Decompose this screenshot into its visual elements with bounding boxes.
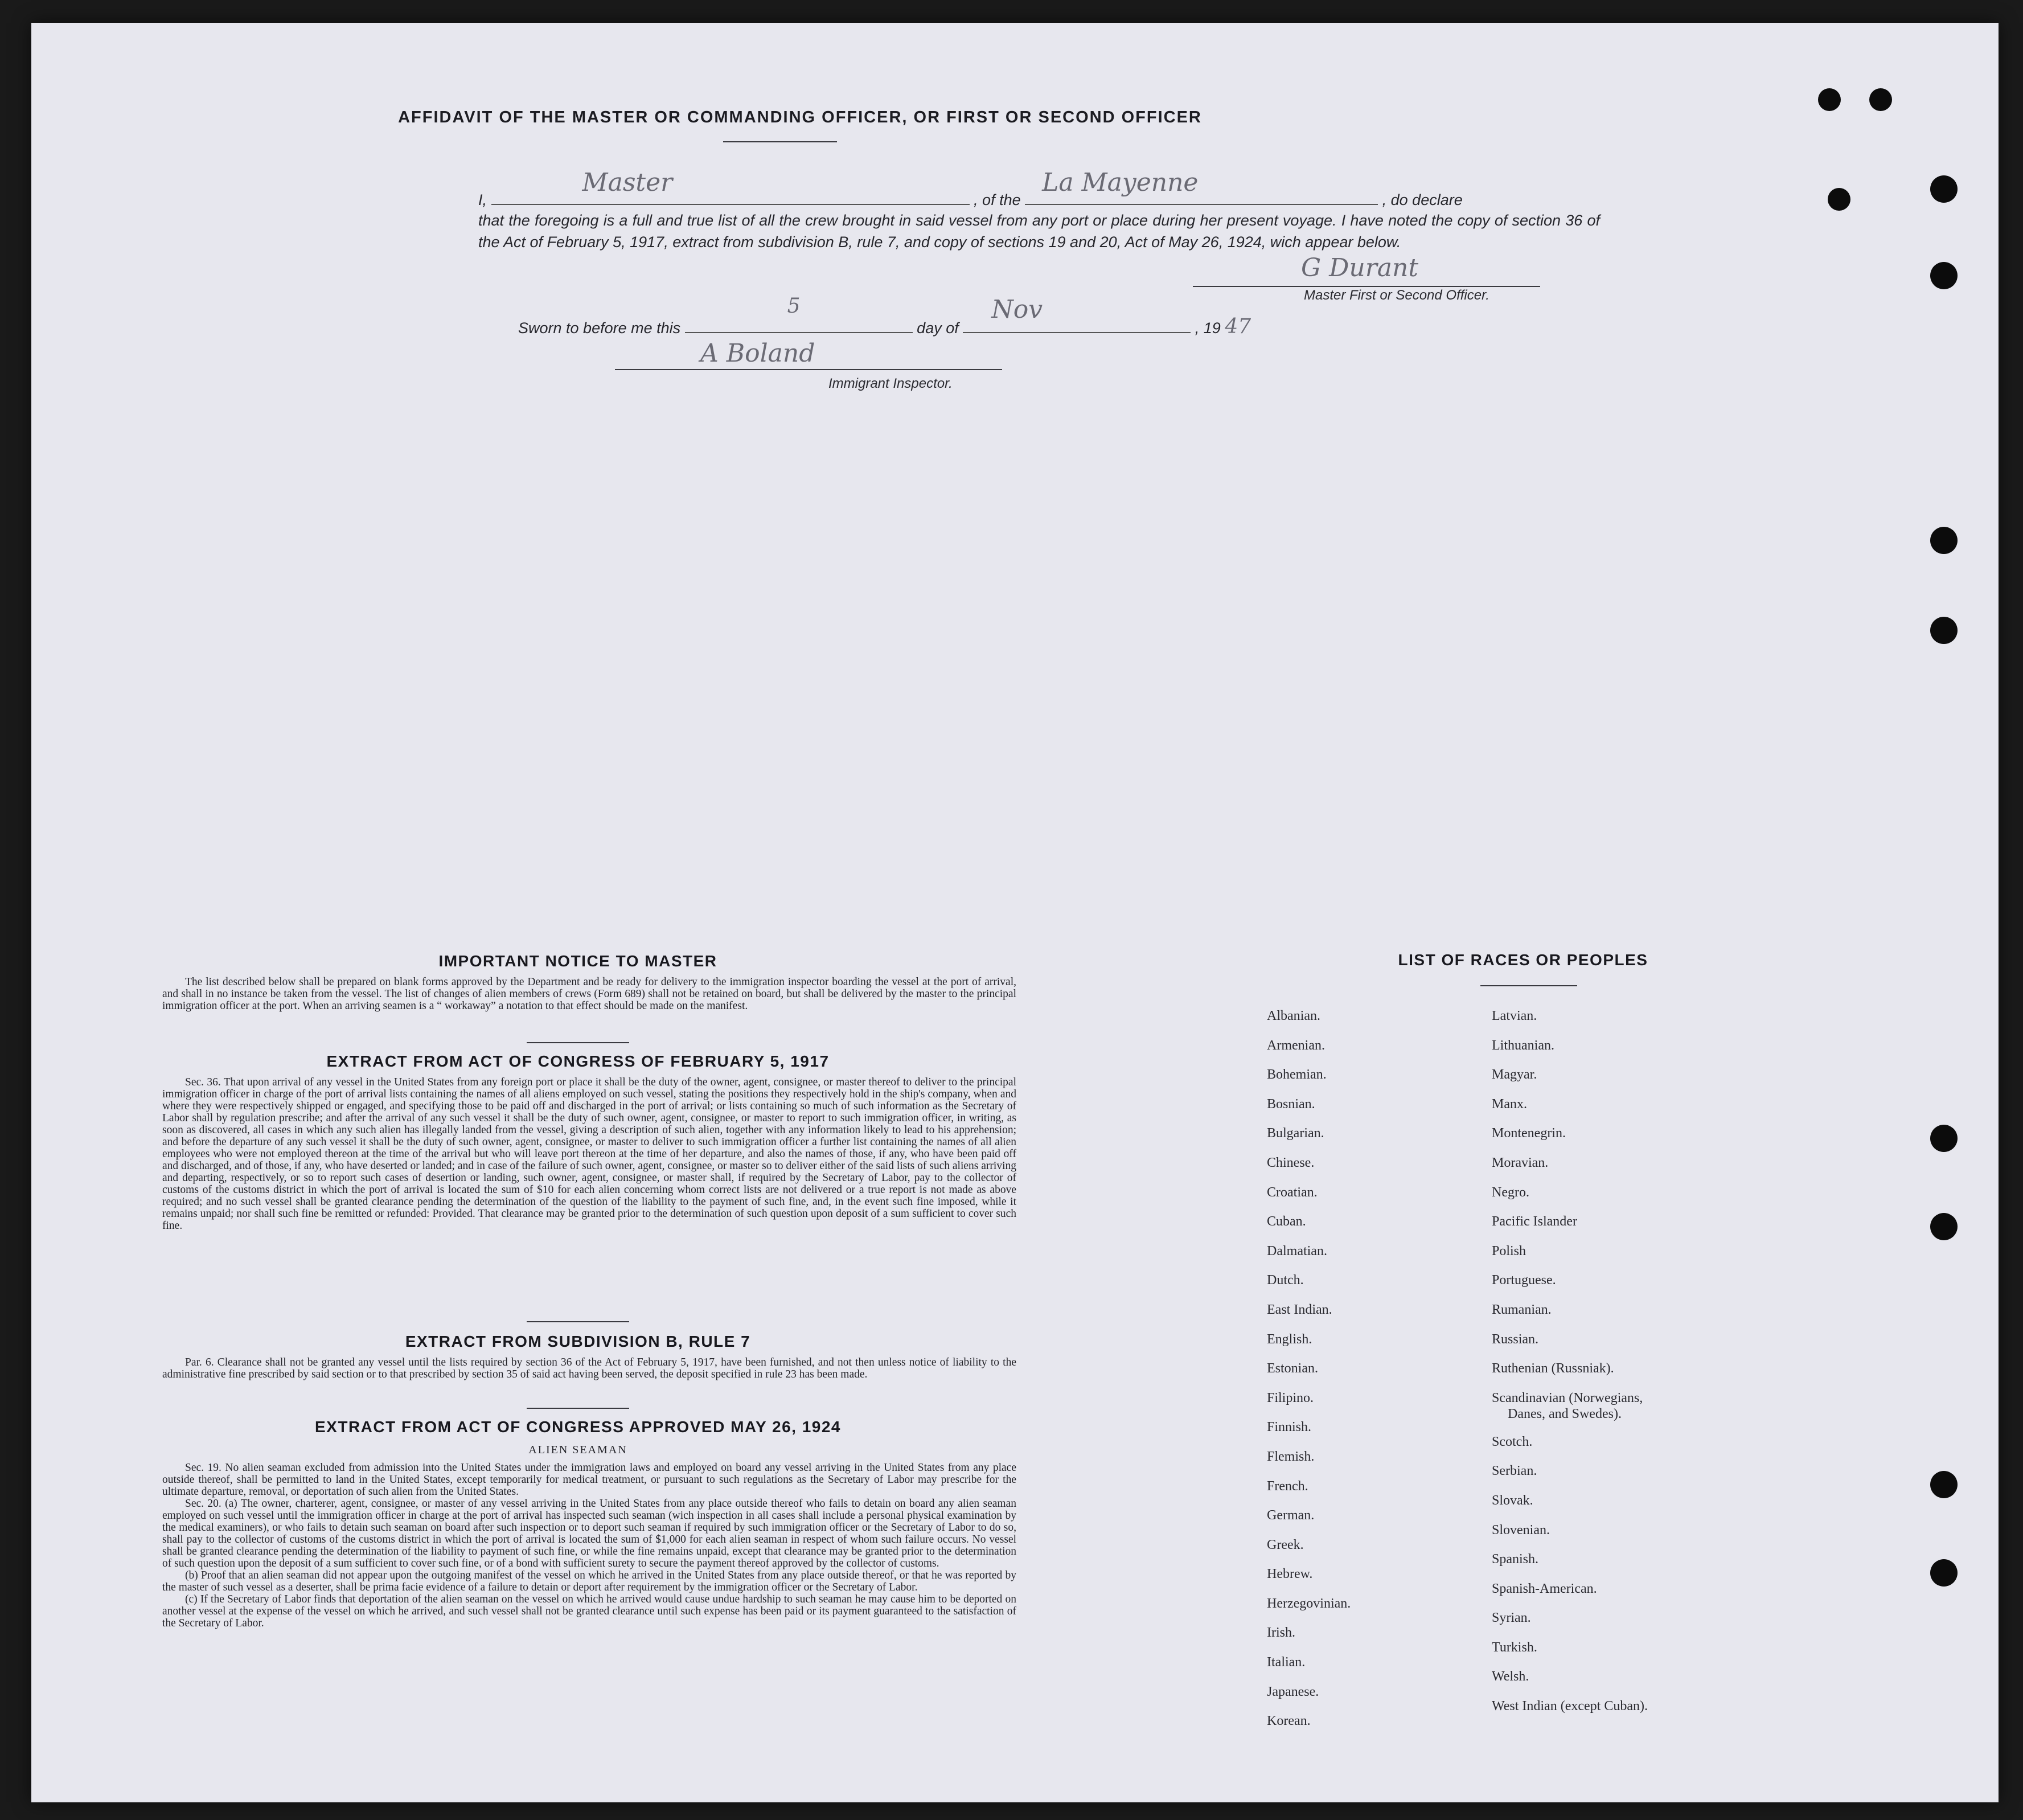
punch-hole <box>1930 175 1958 203</box>
race-item: Dalmatian. <box>1267 1243 1327 1259</box>
race-item: Spanish-American. <box>1492 1581 1597 1596</box>
vessel-handwriting: La Mayenne <box>1042 168 1199 197</box>
notice-text <box>162 976 1016 1012</box>
race-item: Croatian. <box>1267 1184 1318 1200</box>
race-item: Slovenian. <box>1492 1522 1550 1538</box>
race-item: Magyar. <box>1492 1067 1537 1083</box>
race-item: Cuban. <box>1267 1214 1306 1229</box>
year-handwriting: 47 <box>1225 315 1251 338</box>
races-right-column <box>1492 1008 1648 1728</box>
race-item: Latvian. <box>1492 1009 1537 1023</box>
race-item: Russian. <box>1492 1331 1539 1347</box>
race-item: Irish. <box>1267 1625 1295 1641</box>
punch-hole <box>1930 1213 1958 1240</box>
race-item: Polish <box>1492 1243 1527 1259</box>
race-item: Bosnian. <box>1267 1096 1315 1112</box>
month-handwriting: Nov <box>991 295 1043 324</box>
race-item: Italian. <box>1267 1655 1306 1670</box>
notice-paragraph: The list described below shall be prepared on blank forms approved by the Department and be ready for delivery to the immigration inspector boarding the vessel at the port of arrival, and shall in no instance be taken from the vessel. The list of changes of alien members of crews (Form 689) shall not be retained on board, but shall be delivered by the master to the principal immigration officer at the port. When an arriving seamen is a “ workaway” a notation to that effect should be made on the manifest. <box>162 976 1016 1012</box>
race-item: Bulgarian. <box>1267 1126 1324 1141</box>
extract-1917-divider <box>527 1321 629 1322</box>
master-handwriting: Master <box>582 168 673 197</box>
sworn-label: Sworn to before me this <box>518 319 681 337</box>
title-divider <box>723 141 837 142</box>
notice-divider <box>527 1042 629 1043</box>
extract-1917-title: EXTRACT FROM ACT OF CONGRESS OF FEBRUARY 5, 1917 <box>326 1052 830 1070</box>
do-declare-label: , do declare <box>1382 191 1463 208</box>
race-item: Herzegovinian. <box>1267 1596 1351 1611</box>
race-item: Spanish. <box>1492 1552 1539 1567</box>
inspector-label: Immigrant Inspector. <box>828 376 953 391</box>
race-item: Pacific Islander <box>1492 1214 1577 1229</box>
inspector-signature-line <box>615 369 1002 370</box>
vessel-blank <box>1025 168 1378 205</box>
section-20b-paragraph: (b) Proof that an alien seaman did not appear upon the outgoing manifest of the vessel on which he arrived in the United States from any place outside thereof, or that he was reported by the master of such vessel as a deserter, shall be prima facie evidence of a failure to detain or deport after requirement by the immigration officer or the Secretary of Labor. <box>162 1569 1016 1593</box>
race-item: Korean. <box>1267 1714 1311 1729</box>
race-item: German. <box>1267 1508 1315 1523</box>
inspector-signature: A Boland <box>700 339 815 368</box>
officer-signature: G Durant <box>1301 253 1419 282</box>
month-blank <box>963 295 1191 333</box>
race-item: Greek. <box>1267 1537 1304 1552</box>
declaration-text: that the foregoing is a full and true list of all the crew brought in said vessel from any port or place during her present voyage. I have noted the copy of section 36 of the Act of February 5, 1917, extract from subdivision B, rule 7, and copy of sections 19 and 20, Act of May 26, 1924, wich appear below. <box>478 212 1600 251</box>
race-item: Dutch. <box>1267 1273 1304 1288</box>
alien-seaman-subtitle: ALIEN SEAMAN <box>528 1444 627 1456</box>
punch-hole <box>1930 1125 1958 1152</box>
race-item: Welsh. <box>1492 1669 1529 1684</box>
extract-1924-title: EXTRACT FROM ACT OF CONGRESS APPROVED MAY 26, 1924 <box>315 1418 841 1436</box>
affidavit-title: AFFIDAVIT OF THE MASTER OR COMMANDING OFFICER, OR FIRST OR SECOND OFFICER <box>398 108 1202 126</box>
race-item: Chinese. <box>1267 1155 1315 1170</box>
day-of-label: day of <box>917 319 959 337</box>
punch-hole <box>1930 1471 1958 1498</box>
race-item: West Indian (except Cuban). <box>1492 1699 1648 1714</box>
races-left-column <box>1267 1008 1351 1743</box>
race-item: Syrian. <box>1492 1610 1531 1626</box>
race-item: Manx. <box>1492 1096 1527 1112</box>
punch-hole <box>1930 1559 1958 1587</box>
day-handwriting: 5 <box>787 294 801 318</box>
year-label: , 19 <box>1195 319 1221 337</box>
race-item: Rumanian. <box>1492 1302 1552 1317</box>
race-item: Japanese. <box>1267 1684 1319 1699</box>
par-6-paragraph: Par. 6. Clearance shall not be granted any vessel until the lists required by section 36 of the Act of February 5, 1917, have been furnished, and not then unless notice of liability to the administrative fine prescribed by said section or to that prescribed by section 35 of said act having been served, the deposit specified in rule 23 has been made. <box>162 1356 1016 1380</box>
section-36-paragraph: Sec. 36. That upon arrival of any vessel in the United States from any foreign port or place it shall be the duty of the owner, agent, consignee, or master thereof to deliver to the principal immigration officer in charge of the port of arrival lists containing the names of all aliens employed on such vessel, stating the positions they respectively hold in the ship's company, when and where they were respectively shipped or engaged, and specifying those to be paid off and discharged in the port of arrival; or lists containing so much of such information as the Secretary of Labor shall by regulation prescribe; and after the arrival of any such vessel it shall be the duty of such owner, agent, consignee, or master to report to such immigration officer, in writing, as soon as discovered, all cases in which any such alien has illegally landed from the vessel, giving a description of such alien, together with any information likely to lead to his apprehension; and before the departure of any such vessel it shall be the duty of such owner, agent, consignee, or master to deliver to such immigration officer a further list containing the names of all alien employees who were not employed thereon at the time of the arrival but who will leave port thereon at the time of her departure, and also the names of those, if any, who have been paid off and discharged, and of those, if any, who have deserted or landed; and in case of the failure of such owner, agent, consignee, or master so to deliver either of the said lists of such aliens arriving and departing, respectively, or so to report such cases of desertion or landing, such owner, agent, consignee, or master shall, if required by the Secretary of Labor, pay to the collector of customs of the customs district in which the port of arrival is located the sum of $10 for each alien concerning whom correct lists are not delivered or a true report is not made as above required; and no such vessel shall be granted clearance pending the determination of the question of the liability to the payment of such fine, and, in the event such fine imposed, while it remains unpaid; nor shall such fine be remitted or refunded: Provided. That clearance may be granted prior to the determination of such question upon deposit of a sum sufficient to cover such fine. <box>162 1076 1016 1232</box>
race-item: Turkish. <box>1492 1639 1537 1655</box>
race-item: Scotch. <box>1492 1434 1533 1449</box>
rule-7-text <box>162 1356 1016 1380</box>
race-item: Finnish. <box>1267 1420 1312 1435</box>
punch-hole <box>1818 88 1841 111</box>
i-label: I, <box>478 191 487 208</box>
punch-hole <box>1930 527 1958 554</box>
punch-hole <box>1869 88 1892 111</box>
extract-1924-text <box>162 1462 1016 1629</box>
race-item: Filipino. <box>1267 1390 1314 1405</box>
punch-hole <box>1930 262 1958 289</box>
section-20c-paragraph: (c) If the Secretary of Labor finds that deportation of the alien seaman on the vessel on which he arrived would cause undue hardship to such seaman he may cause him to be deported on another vessel at the expense of the vessel on which he arrived, and such vessel shall not be granted clearance until such expense has been paid or its payment guaranteed to the satisfaction of the Secretary of Labor. <box>162 1593 1016 1629</box>
officer-label: Master First or Second Officer. <box>1304 288 1489 303</box>
races-divider <box>1480 985 1577 986</box>
race-item: Bohemian. <box>1267 1067 1327 1083</box>
race-item: Montenegrin. <box>1492 1126 1566 1141</box>
section-19-paragraph: Sec. 19. No alien seaman excluded from admission into the United States under the immigration laws and employed on board any vessel arriving in the United States from any place outside thereof, shall be permitted to land in the United States, except temporarily for medical treatment, or pursuant to such regulations as the Secretary of Labor may prescribe for the ultimate departure, removal, or deportation of such alien from the United States. <box>162 1462 1016 1498</box>
race-item: Negro. <box>1492 1184 1529 1200</box>
notice-title: IMPORTANT NOTICE TO MASTER <box>438 952 717 970</box>
punch-hole <box>1930 617 1958 644</box>
race-item-scandinavian <box>1492 1390 1648 1434</box>
race-item: English. <box>1267 1331 1312 1347</box>
declaration-first-line <box>478 168 1600 211</box>
punch-hole <box>1828 188 1850 211</box>
rule-7-divider <box>527 1408 629 1409</box>
officer-signature-line <box>1193 286 1540 287</box>
race-item: Albanian. <box>1267 1009 1320 1023</box>
section-20a-paragraph: Sec. 20. (a) The owner, charterer, agent, consignee, or master of any vessel arriving in the United States from any place outside thereof who fails to detain on board any alien seaman employed on such vessel until the immigration officer in charge at the port of arrival has inspected such seaman (wich inspection in all cases shall include a personal physical examination by the medical examiners), or who fails to detain such seaman on board after such inspection or to deport such seaman if required by such immigration officer or the Secretary of Labor to do so, shall pay to the collector of customs of the customs district in which the port of arrival is located the sum of $1,000 for each alien seaman in respect of whom such failure occurs. No vessel shall be granted clearance pending the determination of the liability to payment of such fine, or while the fine remains unpaid, except that clearance may be granted prior to the determination of such question upon the deposit of a sum sufficient to cover such fine, or of a bond with sufficient surety to secure the payment thereof approved by the collector of customs. <box>162 1498 1016 1569</box>
race-item: Slovak. <box>1492 1493 1533 1508</box>
master-blank <box>491 168 970 205</box>
race-item-continuation: Danes, and Swedes). <box>1508 1406 1622 1421</box>
rule-7-title: EXTRACT FROM SUBDIVISION B, RULE 7 <box>405 1333 751 1350</box>
race-item: Lithuanian. <box>1492 1038 1554 1053</box>
race-item: Estonian. <box>1267 1361 1318 1376</box>
race-item: Serbian. <box>1492 1464 1537 1479</box>
day-blank <box>685 294 913 333</box>
race-item: French. <box>1267 1478 1308 1494</box>
race-item: Flemish. <box>1267 1449 1315 1464</box>
race-item: Portuguese. <box>1492 1273 1556 1288</box>
race-item-line: Scandinavian (Norwegians, <box>1492 1390 1643 1405</box>
race-item: Hebrew. <box>1267 1567 1313 1582</box>
race-item: East Indian. <box>1267 1302 1332 1317</box>
document-page <box>31 23 1999 1802</box>
race-item: Moravian. <box>1492 1155 1549 1170</box>
races-title: LIST OF RACES OR PEOPLES <box>1398 951 1648 969</box>
extract-1917-text <box>162 1076 1016 1232</box>
of-the-label: , of the <box>974 191 1021 208</box>
race-item: Armenian. <box>1267 1038 1325 1053</box>
race-item: Ruthenian (Russniak). <box>1492 1361 1614 1376</box>
